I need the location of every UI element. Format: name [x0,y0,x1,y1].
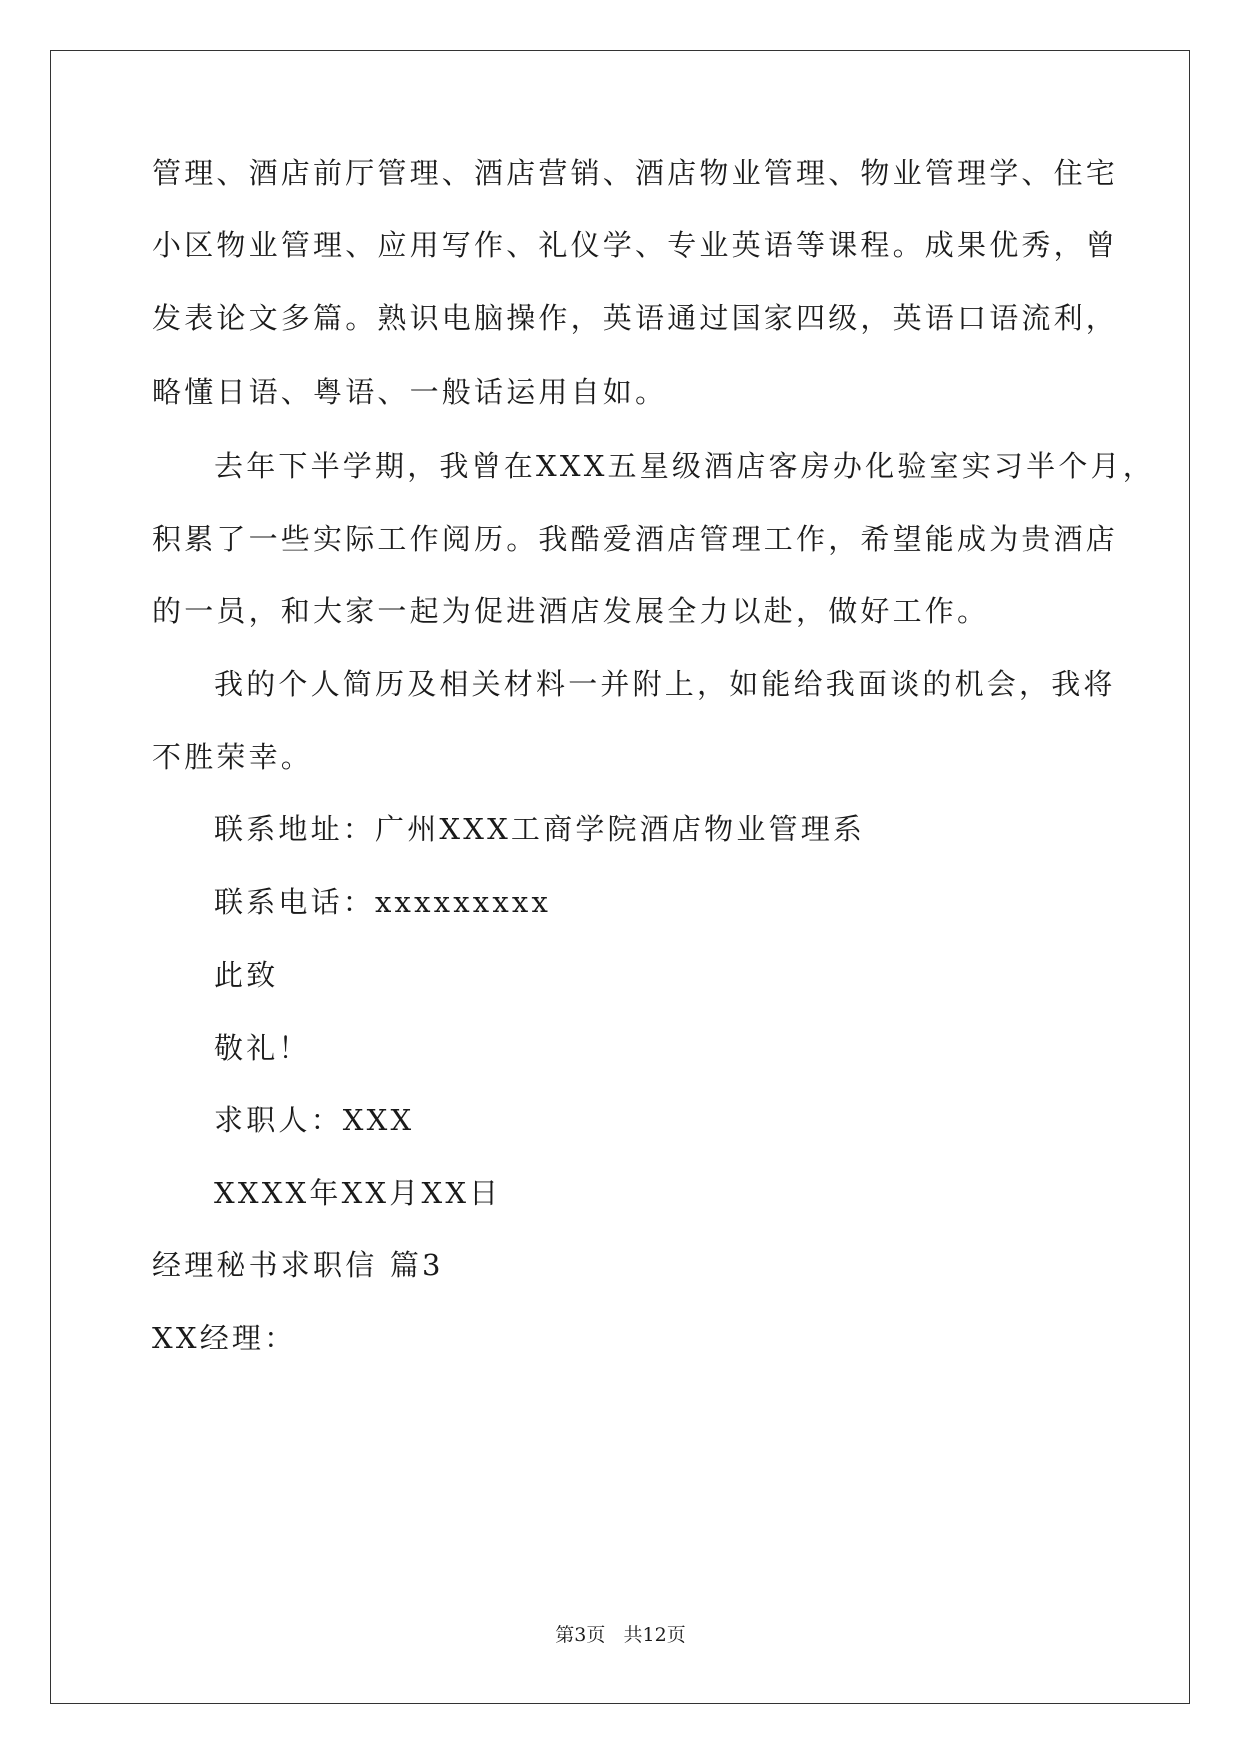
paragraph-line: 不胜荣幸。 [152,740,314,774]
paragraph-line: 去年下半学期，我曾在XXX五星级酒店客房办化验室实习半个月， [214,449,1155,483]
paragraph-line: 管理、酒店前厅管理、酒店营销、酒店物业管理、物业管理学、住宅 [152,156,1119,190]
paragraph-line: 发表论文多篇。熟识电脑操作，英语通过国家四级，英语口语流利， [152,301,1119,335]
paragraph-line: 小区物业管理、应用写作、礼仪学、专业英语等课程。成果优秀，曾 [152,228,1119,262]
closing-salutation: 此致 [214,958,279,992]
contact-address: 联系地址：广州XXX工商学院酒店物业管理系 [214,812,866,846]
paragraph-line: 略懂日语、粤语、一般话运用自如。 [152,375,668,409]
contact-phone: 联系电话：xxxxxxxxx [214,885,551,919]
page-number-current: 第3页 [555,1624,606,1646]
section-title: 经理秘书求职信 篇3 [152,1248,444,1282]
footer-spacer [605,1624,623,1646]
letter-date: XXXX年XX月XX日 [214,1176,502,1210]
letter-salutation: XX经理： [152,1321,297,1355]
closing-regards: 敬礼！ [214,1031,311,1065]
paragraph-line: 的一员，和大家一起为促进酒店发展全力以赴，做好工作。 [152,594,990,628]
page-footer [0,1623,1241,1647]
paragraph-line: 我的个人简历及相关材料一并附上，如能给我面谈的机会，我将 [214,667,1116,701]
page-number-total: 共12页 [623,1624,686,1646]
applicant-signature: 求职人：XXX [214,1103,415,1137]
paragraph-line: 积累了一些实际工作阅历。我酷爱酒店管理工作，希望能成为贵酒店 [152,522,1119,556]
